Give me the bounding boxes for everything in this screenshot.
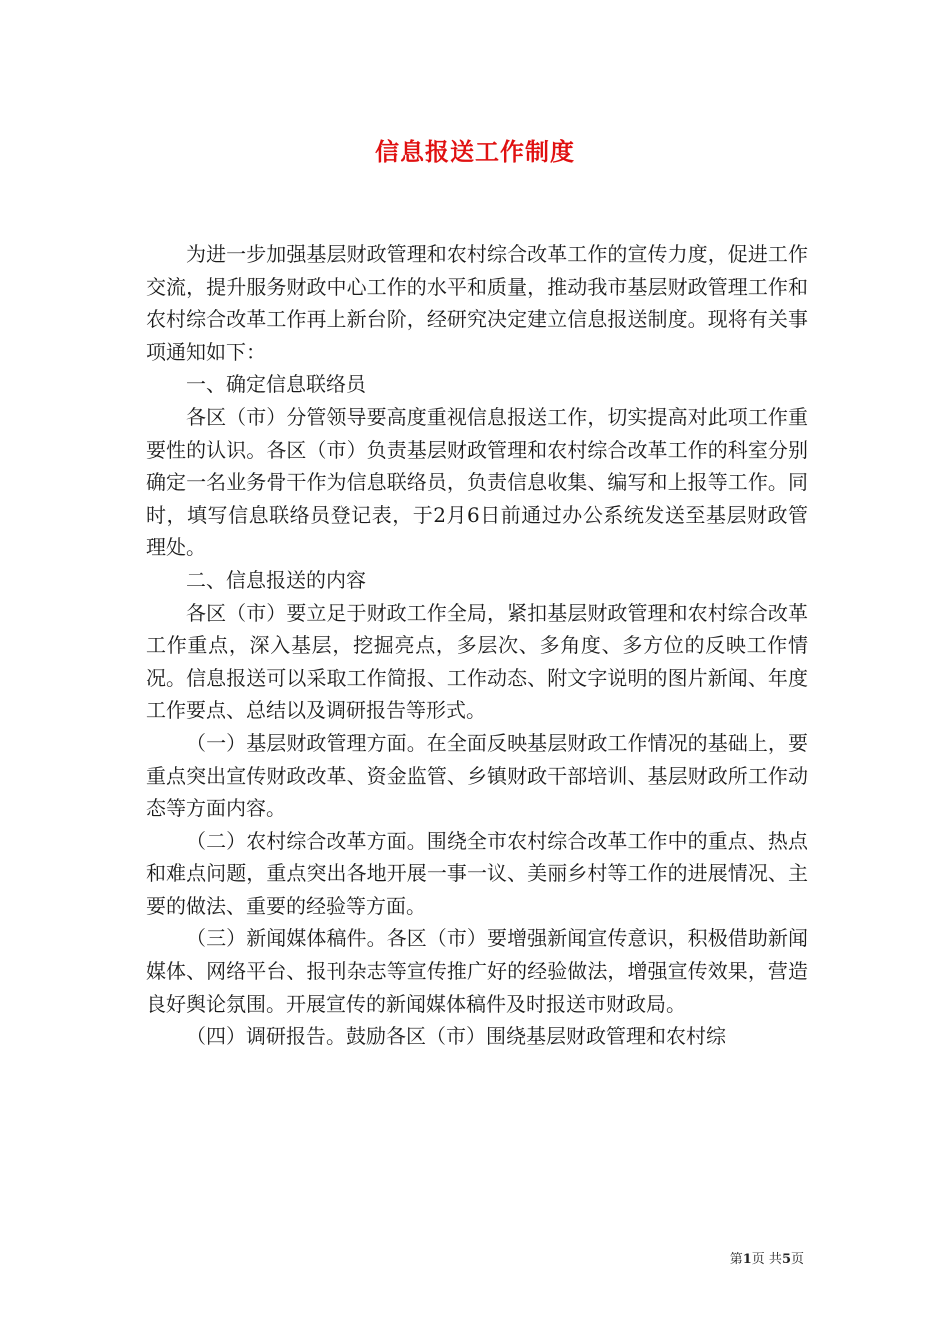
document-body	[146, 238, 808, 1053]
paragraph-item-2: （二）农村综合改革方面。围绕全市农村综合改革工作中的重点、热点和难点问题，重点突出各地开展一事一议、美丽乡村等工作的进展情况、主要的做法、重要的经验等方面。	[146, 828, 808, 918]
page-prefix: 第	[729, 1252, 743, 1267]
paragraph-item-3: （三）新闻媒体稿件。各区（市）要增强新闻宣传意识，积极借助新闻媒体、网络平台、报刊杂志等宣传推广好的经验做法，增强宣传效果，营造良好舆论氛围。开展宣传的新闻媒体稿件及时报送市财政局。	[146, 926, 808, 1016]
paragraph-item-1: （一）基层财政管理方面。在全面反映基层财政工作情况的基础上，要重点突出宣传财政改革、资金监管、乡镇财政干部培训、基层财政所工作动态等方面内容。	[146, 730, 808, 821]
page-middle: 页 共	[751, 1252, 782, 1267]
paragraph-intro: 为进一步加强基层财政管理和农村综合改革工作的宣传力度，促进工作交流，提升服务财政中心工作的水平和质量，推动我市基层财政管理工作和农村综合改革工作再上新台阶，经研究决定建立信息报送制度。现将有关事项通知如下：	[146, 242, 808, 364]
document-title: 信息报送工作制度	[375, 137, 575, 166]
page-suffix: 页	[790, 1252, 804, 1267]
page-number	[730, 1248, 804, 1267]
paragraph-item-4: （四）调研报告。鼓励各区（市）围绕基层财政管理和农村综	[186, 1024, 726, 1049]
total-pages: 5	[781, 1252, 791, 1267]
section-heading-1: 一、确定信息联络员	[186, 372, 366, 397]
paragraph-liaison: 各区（市）分管领导要高度重视信息报送工作，切实提高对此项工作重要性的认识。各区（市）负责基层财政管理和农村综合改革工作的科室分别确定一名业务骨干作为信息联络员，负责信息收集、编写和上报等工作。同时，填写信息联络员登记表，于2月6日前通过办公系统发送至基层财政管理处。	[146, 404, 808, 560]
section-heading-2: 二、信息报送的内容	[186, 567, 366, 592]
current-page: 1	[742, 1252, 752, 1267]
paragraph-content: 各区（市）要立足于财政工作全局，紧扣基层财政管理和农村综合改革工作重点，深入基层，挖掘亮点，多层次、多角度、多方位的反映工作情况。信息报送可以采取工作简报、工作动态、附文字说明的图片新闻、年度工作要点、总结以及调研报告等形式。	[146, 600, 808, 723]
